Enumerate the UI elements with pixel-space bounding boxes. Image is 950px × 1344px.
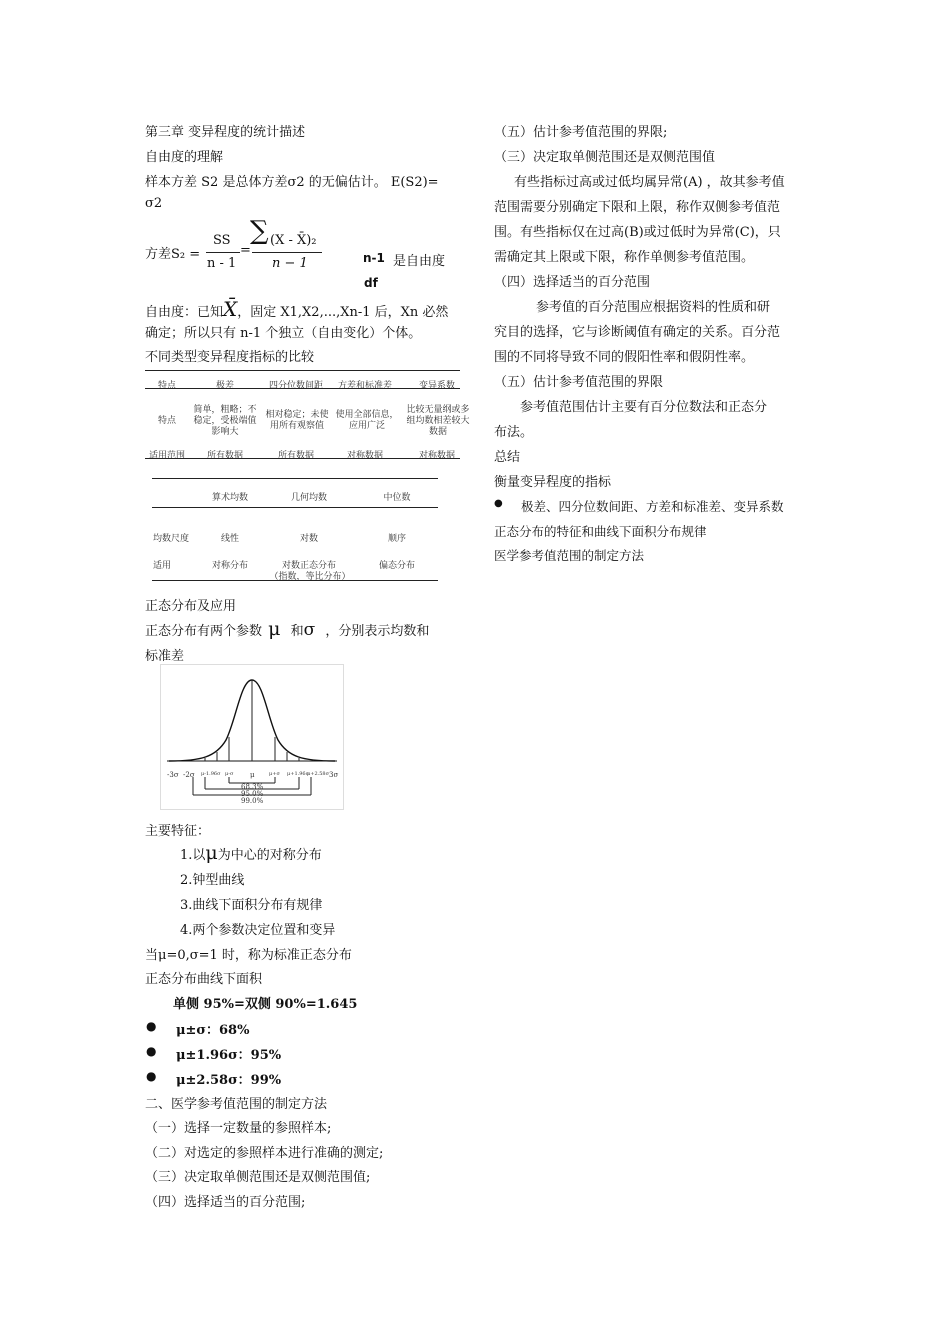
table-header: 特点 [157, 381, 176, 391]
tick-label: μ+σ [269, 771, 280, 777]
para1-line: 范围需要分别确定下限和上限，称作双侧参考值范 [494, 200, 781, 215]
normal-params-line: 正态分布有两个参数 μ 和σ ，分别表示均数和 [145, 618, 430, 640]
table-cell: 相对稳定；未使用所有观察值 [265, 410, 329, 431]
pct-label: 95.0% [241, 790, 264, 798]
feature-item: 4.两个参数决定位置和变异 [180, 923, 336, 938]
table-cell: 对数 [299, 534, 318, 544]
para2-line: 参考值的百分范围应根据资料的性质和研 [536, 300, 771, 315]
para1-line: 围。有些指标仅在过高(B)或过低时为异常(C)，只 [494, 225, 781, 240]
tick-label: μ [250, 771, 255, 779]
formula-lhs: 方差S₂ = [145, 247, 201, 262]
table-cell: 所有数据 [277, 451, 314, 461]
table-cell: 简单，粗略；不稳定，受极端值影响大 [193, 405, 257, 437]
sigma-symbol: σ [303, 620, 316, 640]
sample-variance-line: 样本方差 S2 是总体方差σ2 的无偏估计。 E(S2)= [145, 175, 439, 190]
step5-heading: （五）估计参考值范围的界限 [494, 375, 664, 390]
mu-symbol: μ [268, 618, 281, 640]
bullet-text: μ±1.96σ：95% [176, 1048, 282, 1063]
compare-heading: 不同类型变异程度指标的比较 [145, 350, 315, 365]
summary-line: 正态分布的特征和曲线下面积分布规律 [494, 524, 707, 539]
table-header: 四分位数间距 [268, 381, 323, 391]
area-heading: 正态分布曲线下面积 [145, 972, 263, 987]
normal-text2: 标准差 [145, 649, 185, 664]
summary-line: 医学参考值范围的制定方法 [494, 548, 645, 563]
tick-label: μ+2.58σ [307, 771, 329, 777]
std-normal-line: 当μ=0,σ=1 时，称为标准正态分布 [145, 948, 352, 963]
chapter-title: 第三章 变异程度的统计描述 [145, 125, 306, 140]
bullet-icon: ● [146, 1069, 157, 1083]
bullet-text: μ±2.58σ：99% [176, 1073, 282, 1088]
tick-label: μ-1.96σ [201, 771, 221, 777]
table-cell: 适用 [152, 561, 171, 571]
table-header: 几何均数 [290, 493, 327, 503]
para3-line: 参考值范围估计主要有百分位数法和正态分 [520, 400, 768, 415]
step3-heading: （三）决定取单侧范围还是双侧范围值 [494, 150, 716, 165]
tick-label: μ+1.96σ [287, 771, 309, 777]
step4-heading: （四）选择适当的百分范围 [494, 275, 651, 290]
fraction-bar [252, 252, 322, 253]
para3-line: 布法。 [494, 425, 534, 440]
tick-label: 3σ [329, 771, 339, 779]
formula-numerator: (X - X̄)₂ [270, 233, 317, 248]
formula-denominator: n − 1 [272, 256, 308, 271]
step-item: （四）选择适当的百分范围; [145, 1195, 306, 1210]
bullet-text: μ±σ：68% [176, 1023, 250, 1038]
step-item: （一）选择一定数量的参照样本; [145, 1121, 332, 1136]
tick-label: -2σ [183, 771, 195, 779]
fraction-bar [206, 252, 240, 253]
table-cell: 使用全部信息，应用广泛 [335, 410, 399, 431]
table-cell: 适用范围 [148, 451, 185, 461]
table-cell: 特点 [157, 416, 176, 426]
table-header: 方差和标准差 [337, 381, 392, 391]
table-cell: 比较无量纲或多组均数相差较大数据 [406, 405, 470, 437]
feature-item: 2.钟型曲线 [180, 873, 245, 888]
dof-text1: 自由度：已知X̄，固定 X1,X2,...,Xn-1 后，Xn 必然 [145, 297, 449, 321]
summary-heading: 总结 [494, 450, 521, 465]
table-header: 极差 [215, 381, 234, 391]
summary-subheading: 衡量变异程度的指标 [494, 475, 612, 490]
table-header: 变异系数 [418, 381, 455, 391]
table-cell: 线性 [220, 534, 239, 544]
table-cell: 顺序 [387, 534, 406, 544]
table-cell: 对称分布 [211, 561, 248, 571]
feature-item: 1.以μ为中心的对称分布 [180, 842, 322, 864]
para1-line: 有些指标过高或过低均属异常(A) ，故其参考值 [514, 175, 785, 190]
table-cell: 对称数据 [418, 451, 455, 461]
para2-line: 究目的选择，它与诊断阈值有确定的关系。百分范 [494, 325, 781, 340]
dof-text2: 确定；所以只有 n-1 个独立（自由变化）个体。 [145, 326, 422, 341]
right-step5: （五）估计参考值范围的界限; [494, 125, 668, 140]
pct-label: 68.3% [241, 783, 264, 791]
formula-ss: SS [213, 233, 231, 248]
is-dof-label: 是自由度 [393, 254, 446, 269]
step-item: （三）决定取单侧范围还是双侧范围值; [145, 1170, 371, 1185]
normal-heading: 正态分布及应用 [145, 599, 237, 614]
pct-label: 99.0% [241, 797, 264, 805]
sample-variance-line2: σ2 [145, 196, 163, 211]
table-header: 算术均数 [211, 493, 248, 503]
table-header: 中位数 [383, 493, 411, 503]
features-heading: 主要特征： [145, 824, 211, 839]
feature-item: 3.曲线下面积分布有规律 [180, 898, 323, 913]
xbar-symbol: X̄ [223, 297, 238, 321]
tick-label: μ-σ [225, 771, 234, 777]
formula-n1: n - 1 [207, 256, 237, 271]
one-side-line: 单侧 95%=双侧 90%=1.645 [173, 997, 358, 1012]
table-cell: 对称数据 [346, 451, 383, 461]
table-note: （指数，等比分布） [269, 572, 351, 582]
table-cell: 所有数据 [206, 451, 243, 461]
table-cell: 偏态分布 [378, 561, 415, 571]
bullet-icon: ● [146, 1044, 157, 1058]
dof-heading: 自由度的理解 [145, 150, 224, 165]
bullet-icon: ● [146, 1019, 157, 1033]
section2-heading: 二、医学参考值范围的制定方法 [145, 1097, 328, 1112]
tick-label: -3σ [167, 771, 179, 779]
table-cell: 均数尺度 [152, 534, 189, 544]
para2-line: 围的不同将导致不同的假阳性率和假阴性率。 [494, 350, 755, 365]
para1-line: 需确定其上限或下限，称作单侧参考值范围。 [494, 250, 755, 265]
sum-symbol: ∑ [250, 216, 269, 246]
n1-label: n-1 [363, 251, 385, 265]
summary-bullet: 极差、四分位数间距、方差和标准差、变异系数 [521, 499, 784, 514]
normal-curve-figure [160, 664, 344, 810]
df-label: df [364, 276, 378, 290]
bullet-icon: ● [494, 498, 503, 509]
table-cell: 对数正态分布 [281, 561, 336, 571]
step-item: （二）对选定的参照样本进行准确的测定; [145, 1146, 384, 1161]
